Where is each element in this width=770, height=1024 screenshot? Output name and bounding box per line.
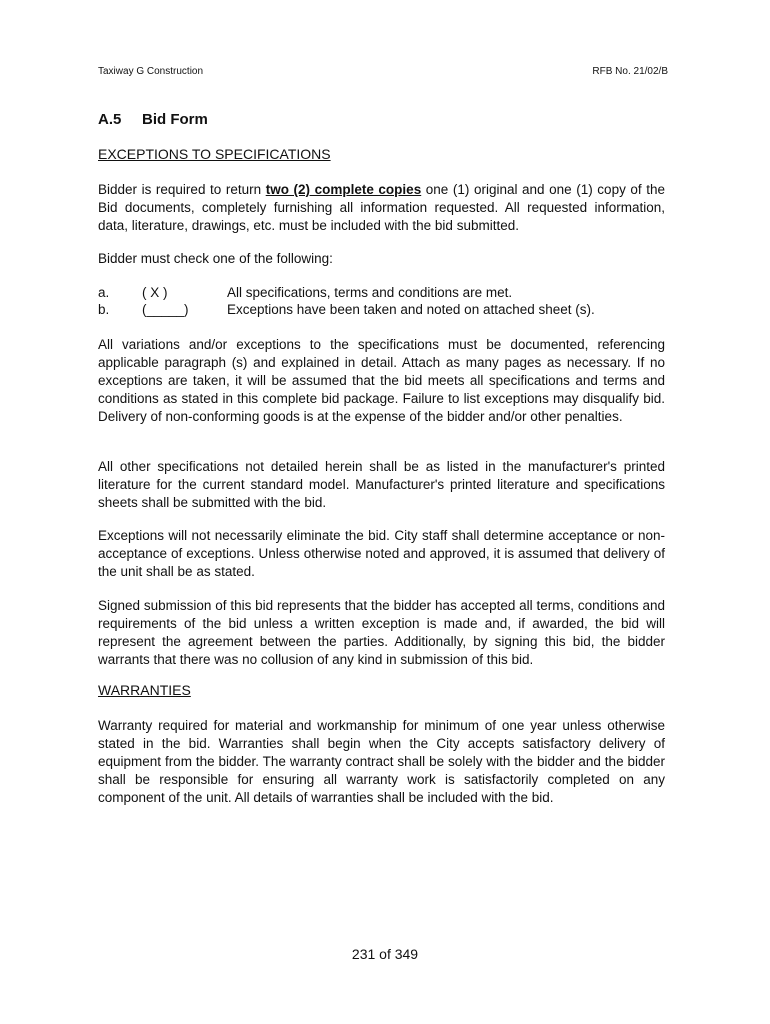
- option-checkbox: (_____): [142, 302, 189, 317]
- option-text: All specifications, terms and conditions are met.: [227, 285, 513, 300]
- option-checkbox: ( X ): [142, 285, 168, 300]
- check-prompt: Bidder must check one of the following:: [98, 251, 333, 266]
- exceptions-paragraph-3: Exceptions will not necessarily eliminate the bid. City staff shall determine acceptance or non-acceptance of exceptions. Unless otherwise noted and approved, it is assumed that delivery of the unit shall be as stated.: [98, 528, 665, 579]
- option-a: [98, 284, 665, 302]
- header-rfb-number: RFB No. 21/02/B: [592, 66, 668, 77]
- exceptions-intro: [98, 181, 665, 235]
- warranties-paragraph: Warranty required for material and workmanship for minimum of one year unless otherwise stated in the bid. Warranties shall begin when the City accepts satisfactory delivery of equipment from the bidder. The warranty contract shall be solely with the bidder and the bidder shall be responsible for ensuring all warranty work is satisfactorily completed on any component of the unit. All details of warranties shall be included with the bid.: [98, 718, 665, 805]
- exceptions-paragraph-4: Signed submission of this bid represents that the bidder has accepted all terms, conditions and requirements of the bid unless a written exception is made and, if awarded, the bid will represent the agreement between the parties. Additionally, by signing this bid, the bidder warrants that there was no collusion of any kind in submission of this bid.: [98, 598, 665, 667]
- option-b: [98, 301, 665, 319]
- intro-emphasis: two (2) complete copies: [265, 182, 422, 197]
- option-letter: b.: [98, 302, 110, 317]
- intro-after: one (1) original and one (1) copy of the Bid documents, completely furnishing all information requested. All requested information, data, literature, drawings, etc. must be included with the bid submitted.: [98, 182, 665, 233]
- page-number: 231 of 349: [351, 946, 419, 962]
- header-project-name: Taxiway G Construction: [98, 66, 204, 77]
- exceptions-heading: EXCEPTIONS TO SPECIFICATIONS: [98, 146, 331, 162]
- intro-before: Bidder is required to return: [98, 182, 266, 197]
- exceptions-paragraph-2: All other specifications not detailed herein shall be as listed in the manufacturer's printed literature for the current standard model. Manufacturer's printed literature and specifications sheets shall be submitted with the bid.: [98, 459, 665, 510]
- option-text: Exceptions have been taken and noted on attached sheet (s).: [227, 302, 595, 317]
- warranties-heading: WARRANTIES: [98, 682, 191, 698]
- section-title: [98, 111, 208, 128]
- section-number: A.5: [98, 111, 122, 128]
- section-name: Bid Form: [142, 111, 208, 128]
- option-letter: a.: [98, 285, 110, 300]
- exceptions-paragraph-1: All variations and/or exceptions to the specifications must be documented, referencing applicable paragraph (s) and explained in detail. Attach as many pages as necessary. If no exceptions are taken, it will be assumed that the bid meets all specifications and terms and conditions as stated in this complete bid package. Failure to list exceptions may disqualify bid. Delivery of non-conforming goods is at the expense of the bidder and/or other penalties.: [98, 337, 665, 424]
